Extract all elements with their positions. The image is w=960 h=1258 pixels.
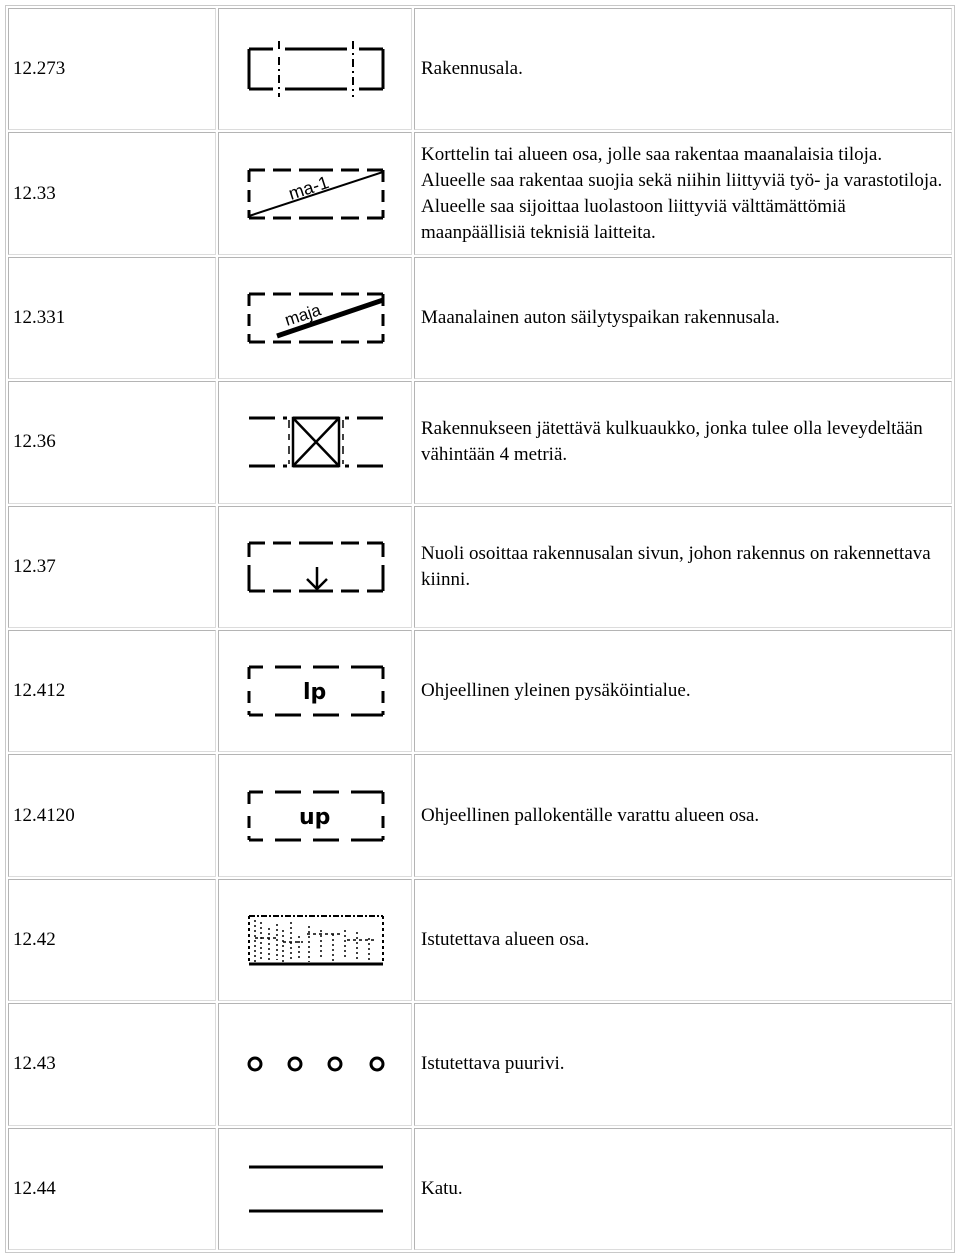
- legend-code: 12.43: [8, 1003, 216, 1125]
- plan-legend-table: [5, 5, 955, 1253]
- istutettava-alue-icon: [247, 912, 387, 968]
- legend-code: 12.412: [8, 630, 216, 752]
- legend-description: Ohjeellinen yleinen pysäköintialue.: [414, 630, 952, 752]
- legend-description: Istutettava puurivi.: [414, 1003, 952, 1125]
- legend-description: Katu.: [414, 1128, 952, 1250]
- legend-code: 12.36: [8, 381, 216, 503]
- kulkuaukko-icon: [247, 414, 387, 470]
- legend-description: Rakennukseen jätettävä kulkuaukko, jonka tulee olla leveydeltään vähintään 4 metriä.: [414, 381, 952, 503]
- pysakointialue-symbol: [218, 630, 412, 752]
- kulkuaukko-symbol: [218, 381, 412, 503]
- legend-description: Nuoli osoittaa rakennusalan sivun, johon rakennus on rakennettava kiinni.: [414, 506, 952, 628]
- legend-code: 12.42: [8, 879, 216, 1001]
- legend-code: 12.4120: [8, 754, 216, 876]
- legend-row: [8, 381, 952, 503]
- legend-description: Korttelin tai alueen osa, jolle saa rakentaa maanalaisia tiloja. Alueelle saa rakentaa suojia sekä niihin liittyviä työ- ja varastotiloja. Alueelle saa sijoittaa luolastoon liittyviä välttämättömiä maanpäällisiä teknisiä laitteita.: [414, 132, 952, 254]
- kiinni-rakentaminen-arrow-symbol: [218, 506, 412, 628]
- symbol-label: up: [299, 804, 331, 830]
- maanalainen-tila-icon: [247, 166, 387, 222]
- legend-code: 12.331: [8, 257, 216, 379]
- symbol-label: ma-1: [286, 171, 332, 204]
- legend-row: [8, 257, 952, 379]
- legend-row: [8, 1003, 952, 1125]
- rakennusala-symbol: [218, 8, 412, 130]
- legend-row: [8, 754, 952, 876]
- legend-code: 12.33: [8, 132, 216, 254]
- maanalainen-tila-symbol: [218, 132, 412, 254]
- pysakointialue-icon: [247, 663, 387, 719]
- pallokentta-icon: [247, 788, 387, 844]
- legend-row: [8, 630, 952, 752]
- arrow-down-icon: [247, 539, 387, 595]
- legend-description: Istutettava alueen osa.: [414, 879, 952, 1001]
- puurivi-symbol: [218, 1003, 412, 1125]
- symbol-label: maja: [282, 300, 324, 330]
- legend-description: Maanalainen auton säilytyspaikan rakennusala.: [414, 257, 952, 379]
- legend-row: [8, 8, 952, 130]
- katu-symbol: [218, 1128, 412, 1250]
- maanalainen-autopaikka-icon: [247, 290, 387, 346]
- maanalainen-autopaikka-symbol: [218, 257, 412, 379]
- istutettava-alue-symbol: [218, 879, 412, 1001]
- legend-code: 12.37: [8, 506, 216, 628]
- pallokentta-symbol: [218, 754, 412, 876]
- legend-row: [8, 132, 952, 254]
- legend-description: Rakennusala.: [414, 8, 952, 130]
- tree-row-icon: [247, 1036, 387, 1092]
- legend-row: [8, 1128, 952, 1250]
- rakennusala-icon: [247, 39, 387, 99]
- legend-code: 12.44: [8, 1128, 216, 1250]
- legend-code: 12.273: [8, 8, 216, 130]
- legend-row: [8, 879, 952, 1001]
- legend-description: Ohjeellinen pallokentälle varattu alueen osa.: [414, 754, 952, 876]
- symbol-label: lp: [303, 680, 327, 706]
- legend-row: [8, 506, 952, 628]
- street-lines-icon: [247, 1161, 387, 1217]
